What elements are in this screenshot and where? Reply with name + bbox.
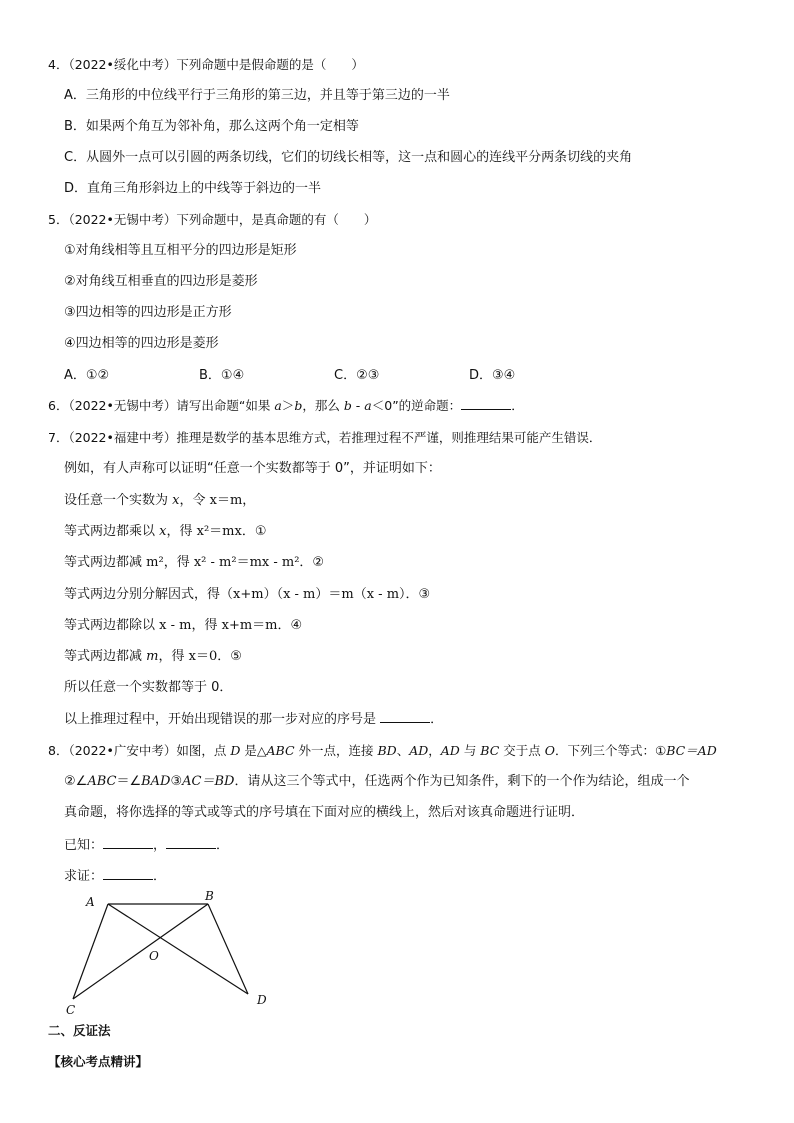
- q4-option-b: B．如果两个角互为邻补角，那么这两个角一定相等: [64, 119, 359, 134]
- q7-line-8: 所以任意一个实数都等于 0．: [64, 680, 233, 695]
- label-o: O: [149, 949, 159, 963]
- q5-statement-1: ①对角线相等且互相平分的四边形是矩形: [64, 243, 297, 258]
- q7-stem: 7．（2022•福建中考）推理是数学的基本思维方式，若推理过程不严谨，则推理结果可能产生错误．: [48, 430, 602, 445]
- core-points-heading: 【核心考点精讲】: [48, 1054, 149, 1069]
- q7-line-6: 等式两边都除以 x - m，得 x+m＝m．④: [64, 618, 303, 633]
- label-c: C: [66, 1003, 76, 1017]
- q5-option-d: D．③④: [469, 368, 516, 383]
- q5-statement-2: ②对角线互相垂直的四边形是菱形: [64, 274, 258, 289]
- geometry-figure: [58, 884, 288, 1019]
- q5-statement-4: ④四边相等的四边形是菱形: [64, 336, 219, 351]
- q8-para-2: ②∠ABC＝∠BAD③AC＝BD．请从这三个等式中，任选两个作为已知条件，剩下的一个作为结论，组成一个: [64, 774, 690, 789]
- q8-prove-line: 求证： ．: [64, 869, 167, 884]
- q6-answer-blank[interactable]: [461, 397, 511, 410]
- q5-statement-3: ③四边相等的四边形是正方形: [64, 305, 232, 320]
- q8-prove-blank[interactable]: [103, 867, 153, 880]
- q8-known-blank-1[interactable]: [103, 836, 153, 849]
- q7-line-4: 等式两边都减 m²，得 x² - m²＝mx - m²．②: [64, 555, 325, 570]
- q6-stem: 6．（2022•无锡中考）请写出命题“如果 a＞b，那么 b - a＜0”的逆命题： ．: [48, 398, 524, 413]
- q4-option-d: D．直角三角形斜边上的中线等于斜边的一半: [64, 181, 322, 196]
- q8-para-1: 8．（2022•广安中考）如图，点 D 是△ABC 外一点，连接 BD、AD，AD 与 BC 交于点 O．下列三个等式：①BC＝AD: [48, 743, 717, 758]
- q7-line-9: 以上推理过程中，开始出现错误的那一步对应的序号是 ．: [64, 712, 444, 727]
- label-d: D: [257, 993, 267, 1007]
- q7-line-5: 等式两边分别分解因式，得（x+m）（x - m）＝m（x - m）．③: [64, 587, 431, 602]
- q7-line-3: 等式两边都乘以 x，得 x²＝mx．①: [64, 524, 267, 539]
- q7-line-1: 例如，有人声称可以证明“任意一个实数都等于 0”，并证明如下：: [64, 461, 441, 476]
- q8-known-blank-2[interactable]: [166, 836, 216, 849]
- q7-line-2: 设任意一个实数为 x，令 x＝m，: [64, 493, 256, 508]
- segment-ad: [108, 904, 248, 994]
- q4-option-c: C．从圆外一点可以引圆的两条切线，它们的切线长相等，这一点和圆心的连线平分两条切线的夹角: [64, 150, 633, 165]
- section-heading: 二、反证法: [48, 1023, 111, 1038]
- q4-stem: 4．（2022•绥化中考）下列命题中是假命题的是（ ）: [48, 57, 364, 72]
- label-b: B: [205, 889, 214, 903]
- label-a: A: [86, 895, 95, 909]
- q8-para-3: 真命题，将你选择的等式或等式的序号填在下面对应的横线上，然后对该真命题进行证明．: [64, 805, 585, 820]
- segment-ac: [73, 904, 108, 999]
- q5-option-c: C．②③: [334, 368, 380, 383]
- q7-answer-blank[interactable]: [380, 710, 430, 723]
- q5-option-b: B．①④: [199, 368, 245, 383]
- q5-option-a: A．①②: [64, 368, 110, 383]
- q5-options: [64, 367, 515, 385]
- q4-option-a: A．三角形的中位线平行于三角形的第三边，并且等于第三边的一半: [64, 88, 450, 103]
- segment-bc: [73, 904, 208, 999]
- q8-known-line: 已知： ， ．: [64, 838, 230, 853]
- q7-line-7: 等式两边都减 m，得 x＝0．⑤: [64, 649, 242, 664]
- q5-stem: 5．（2022•无锡中考）下列命题中，是真命题的有（ ）: [48, 212, 377, 227]
